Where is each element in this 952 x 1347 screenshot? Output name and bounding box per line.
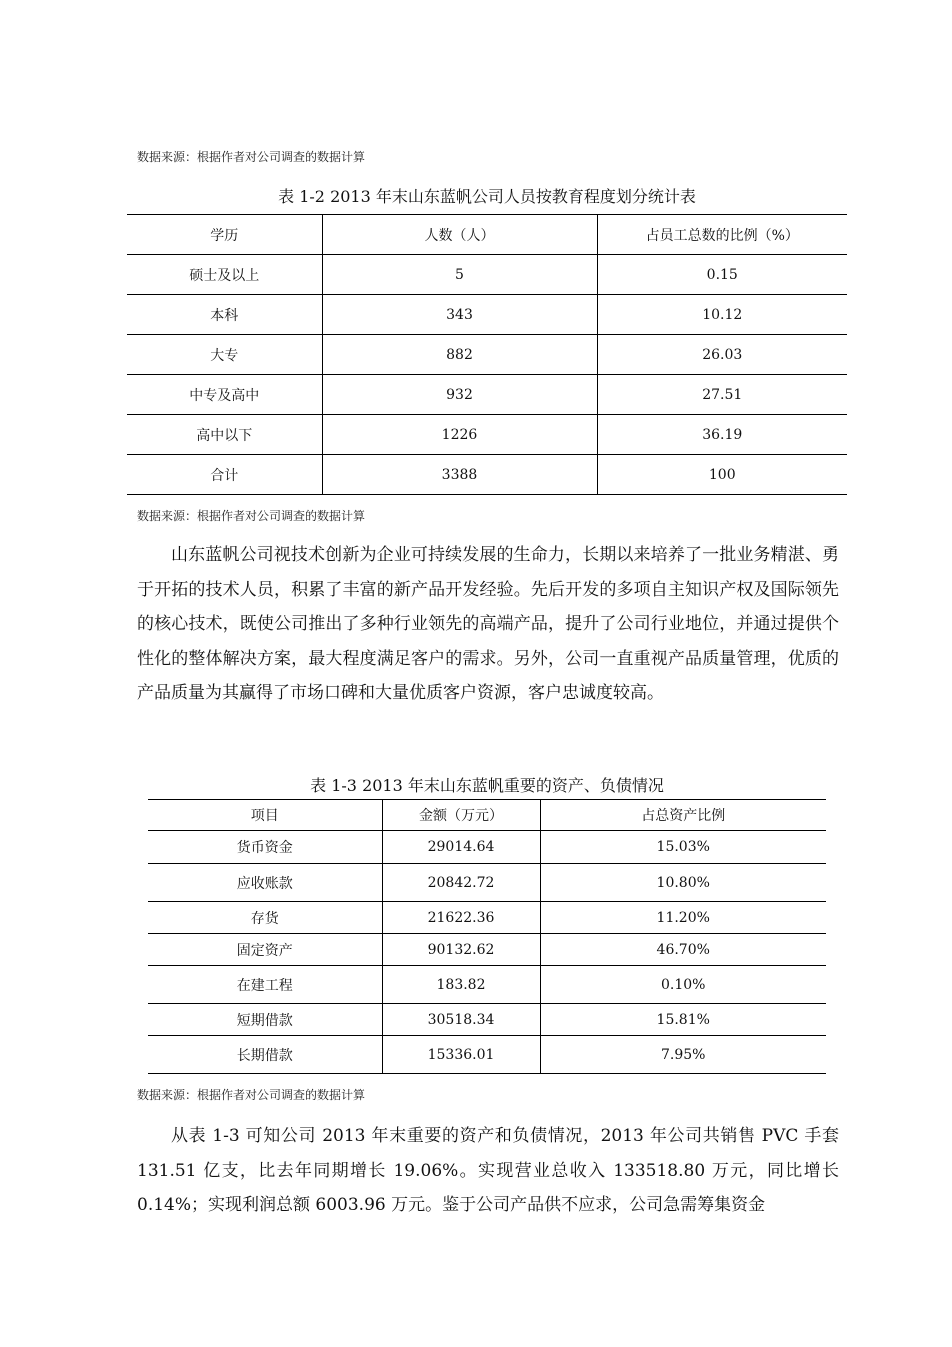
table-cell: 中专及高中	[127, 375, 322, 415]
table-row	[127, 335, 847, 375]
table-row-total	[127, 455, 847, 495]
body-paragraph-1	[137, 538, 839, 711]
table-cell: 30518.34	[382, 1004, 540, 1036]
table-row	[127, 295, 847, 335]
paragraph-text: 从表 1-3 可知公司 2013 年末重要的资产和负债情况，2013 年公司共销售 PVC 手套 131.51 亿支，比去年同期增长 19.06%。实现营业总收入 133518.80 万元，同比增长 0.14%；实现利润总额 6003.96 万元。鉴于公司产品供不应求，公司急需筹集资金	[137, 1126, 839, 1216]
table2-caption: 表 1-3 2013 年末山东蓝帆重要的资产、负债情况	[310, 776, 664, 795]
table2-source-note: 数据来源：根据作者对公司调查的数据计算	[137, 1088, 366, 1102]
table-cell: 29014.64	[382, 831, 540, 864]
paragraph-text: 山东蓝帆公司视技术创新为企业可持续发展的生命力，长期以来培养了一批业务精湛、勇于开拓的技术人员，积累了丰富的新产品开发经验。先后开发的多项自主知识产权及国际领先的核心技术，既使公司推出了多种行业领先的高端产品，提升了公司行业地位，并通过提供个性化的整体解决方案，最大程度满足客户的需求。另外，公司一直重视产品质量管理，优质的产品质量为其赢得了市场口碑和大量优质客户资源，客户忠诚度较高。	[137, 545, 839, 704]
table-cell: 本科	[127, 295, 322, 335]
table-cell: 大专	[127, 335, 322, 375]
table-cell: 15.03%	[540, 831, 826, 864]
table-row	[148, 934, 826, 966]
table-cell: 10.12	[597, 295, 847, 335]
table-cell: 长期借款	[236, 1047, 293, 1064]
table-cell: 183.82	[382, 966, 540, 1004]
table-cell: 合计	[210, 467, 239, 484]
table-cell: 27.51	[597, 375, 847, 415]
table-cell: 0.10%	[540, 966, 826, 1004]
table-cell: 3388	[322, 455, 597, 495]
table-cell: 高中以下	[127, 415, 322, 455]
table-cell: 90132.62	[382, 934, 540, 966]
table-row	[148, 831, 826, 864]
table-cell: 硕士及以上	[127, 255, 322, 295]
table-row	[127, 415, 847, 455]
table-row	[148, 1036, 826, 1074]
table1-source-note: 数据来源：根据作者对公司调查的数据计算	[137, 509, 366, 523]
table-row	[127, 375, 847, 415]
table-cell: 固定资产	[148, 934, 382, 966]
table-cell: 46.70%	[540, 934, 826, 966]
table-cell: 5	[322, 255, 597, 295]
table-cell: 15.81%	[540, 1004, 826, 1036]
table-row	[148, 966, 826, 1004]
table1-caption: 表 1-2 2013 年末山东蓝帆公司人员按教育程度划分统计表	[278, 187, 696, 206]
header-cell: 学历	[127, 215, 322, 255]
header-cell: 占总资产比例	[540, 800, 826, 831]
table-cell: 20842.72	[382, 864, 540, 902]
table-cell: 存货	[148, 902, 382, 934]
table-row	[148, 864, 826, 902]
table-cell: 应收账款	[148, 864, 382, 902]
table-row	[127, 255, 847, 295]
header-cell: 项目	[148, 800, 382, 831]
header-cell: 占员工总数的比例（%）	[597, 215, 847, 255]
header-cell: 人数（人）	[322, 215, 597, 255]
table-cell: 932	[322, 375, 597, 415]
table-cell: 21622.36	[382, 902, 540, 934]
source-note-top: 数据来源：根据作者对公司调查的数据计算	[137, 150, 366, 164]
table-cell: 100	[597, 455, 847, 495]
education-table	[127, 214, 847, 495]
table-cell: 货币资金	[148, 831, 382, 864]
table-row	[148, 1004, 826, 1036]
body-paragraph-2	[137, 1119, 839, 1223]
table-cell: 882	[322, 335, 597, 375]
table-cell: 36.19	[597, 415, 847, 455]
table-cell: 1226	[322, 415, 597, 455]
header-cell: 金额（万元）	[382, 800, 540, 831]
table-row	[148, 902, 826, 934]
table-cell: 7.95%	[540, 1036, 826, 1074]
table-header-row	[127, 215, 847, 255]
assets-liabilities-table	[148, 799, 826, 1074]
table-cell: 11.20%	[540, 902, 826, 934]
table-cell: 15336.01	[382, 1036, 540, 1074]
table-cell: 343	[322, 295, 597, 335]
table-cell: 26.03	[597, 335, 847, 375]
table-cell: 在建工程	[148, 966, 382, 1004]
table-cell: 短期借款	[148, 1004, 382, 1036]
table-header-row	[148, 800, 826, 831]
table-cell: 10.80%	[540, 864, 826, 902]
table-cell: 0.15	[597, 255, 847, 295]
